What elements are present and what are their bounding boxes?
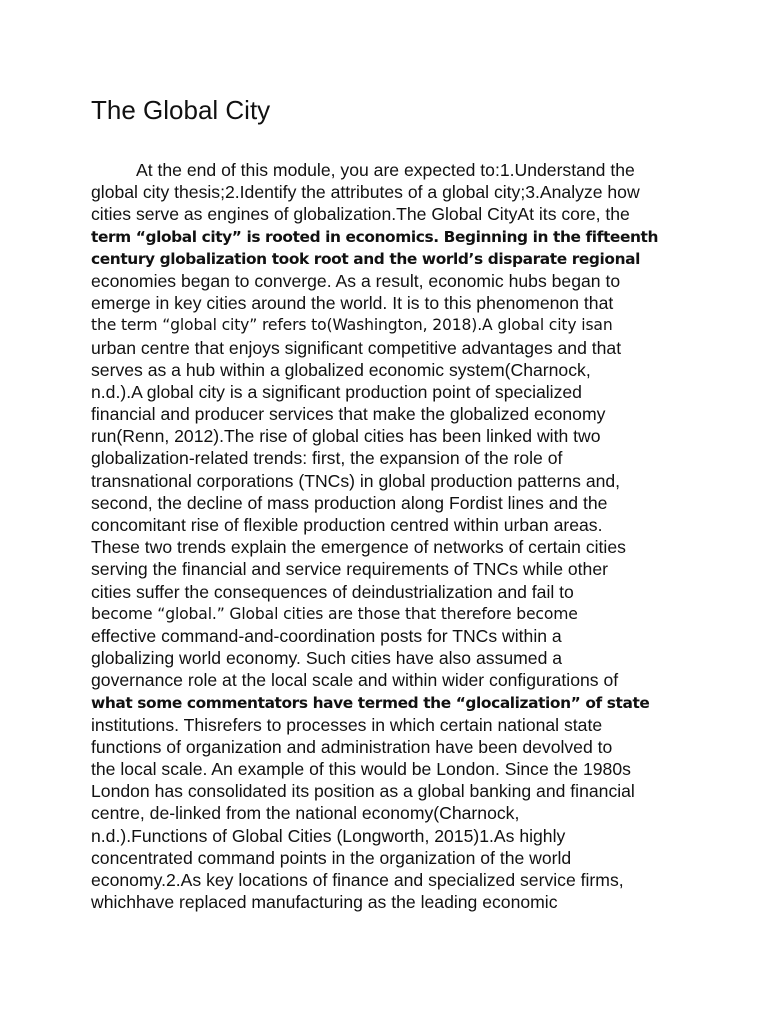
text-line: emerge in key cities around the world. It is to this phenomenon that	[91, 293, 614, 314]
text-line: century globalization took root and the world’s disparate regional	[91, 249, 641, 268]
text-line: These two trends explain the emergence of networks of certain cities	[91, 537, 626, 558]
text-line: effective command-and-coordination posts for TNCs within a	[91, 625, 562, 646]
text-line: what some commentators have termed the “glocalization” of state	[91, 693, 650, 712]
body-text	[91, 159, 658, 913]
text-line: governance role at the local scale and within wider configurations of	[91, 670, 619, 691]
text-line: globalization-related trends: first, the expansion of the role of	[91, 448, 563, 469]
text-line: global city thesis;2.Identify the attributes of a global city;3.Analyze how	[91, 182, 640, 203]
text-line: the local scale. An example of this would be London. Since the 1980s	[91, 759, 631, 780]
text-line: urban centre that enjoys significant competitive advantages and that	[91, 337, 622, 358]
text-line: London has consolidated its position as a global banking and financial	[91, 781, 635, 802]
text-line: n.d.).A global city is a significant production point of specialized	[91, 381, 582, 402]
text-line: transnational corporations (TNCs) in global production patterns and,	[91, 470, 621, 491]
text-line: centre, de-linked from the national economy(Charnock,	[91, 803, 520, 824]
text-line: financial and producer services that make the globalized economy	[91, 404, 606, 425]
text-line: serves as a hub within a globalized economic system(Charnock,	[91, 359, 591, 380]
text-line: whichhave replaced manufacturing as the leading economic	[91, 892, 558, 913]
text-line: cities serve as engines of globalization.The Global CityAt its core, the	[91, 204, 630, 225]
text-line: cities suffer the consequences of deindustrialization and fail to	[91, 581, 574, 602]
text-line: concentrated command points in the organization of the world	[91, 847, 572, 868]
text-line: institutions. Thisrefers to processes in which certain national state	[91, 714, 603, 735]
text-line: serving the financial and service requirements of TNCs while other	[91, 559, 608, 580]
text-line: economies began to converge. As a result, economic hubs began to	[91, 270, 621, 291]
page-title: The Global City	[91, 95, 271, 125]
text-line: concomitant rise of flexible production centred within urban areas.	[91, 515, 603, 535]
text-line: n.d.).Functions of Global Cities (Longworth, 2015)1.As highly	[91, 825, 566, 846]
text-line: become “global.” Global cities are those that therefore become	[91, 604, 578, 623]
text-line: the term “global city” refers to(Washington, 2018).A global city isan	[91, 316, 613, 335]
text-line: run(Renn, 2012).The rise of global cities has been linked with two	[91, 426, 601, 447]
text-line: At the end of this module, you are expected to:1.Understand the	[136, 160, 635, 180]
text-line: economy.2.As key locations of finance and specialized service firms,	[91, 870, 624, 890]
text-line: globalizing world economy. Such cities have also assumed a	[91, 648, 563, 669]
text-line: term “global city” is rooted in economics. Beginning in the fifteenth	[91, 227, 659, 246]
text-line: functions of organization and administration have been devolved to	[91, 736, 613, 757]
text-line: second, the decline of mass production along Fordist lines and the	[91, 492, 608, 513]
